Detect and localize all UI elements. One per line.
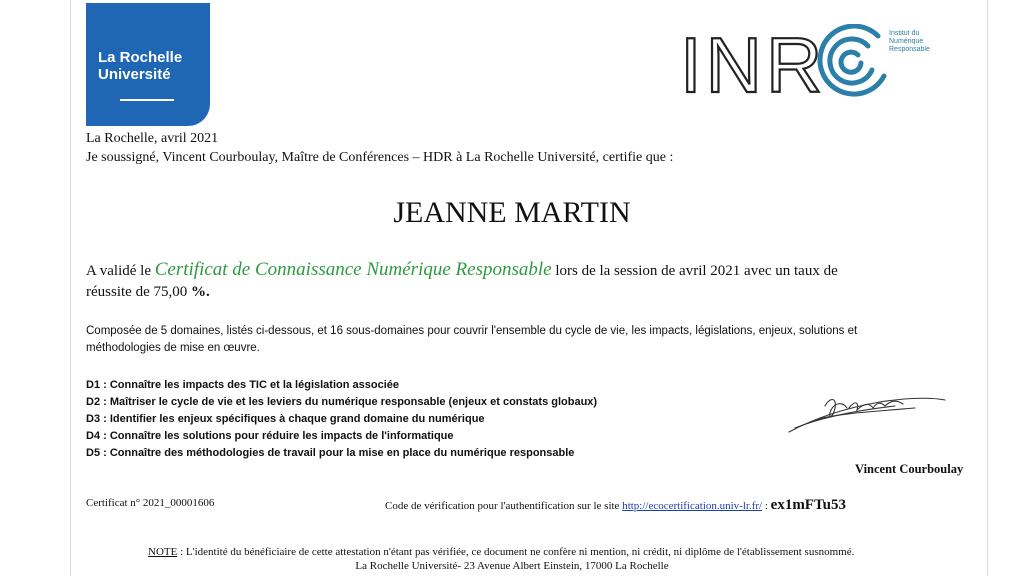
verification-code: ex1mFTu53 bbox=[770, 497, 846, 513]
verification-prefix: Code de vérification pour l'authentification sur le site bbox=[385, 500, 620, 512]
composition-line-1: Composée de 5 domaines, listés ci-dessous, et 16 sous-domaines pour couvrir l'ensemble du cycle de vie, les impacts, législations, enjeux, solutions et bbox=[86, 325, 858, 337]
domain-item: D4 : Connaître les solutions pour réduire les impacts de l'informatique bbox=[86, 430, 454, 442]
recipient-name: JEANNE MARTIN bbox=[393, 196, 631, 229]
logo-line-1: La Rochelle bbox=[98, 49, 183, 66]
note-text: : L'identité du bénéficiaire de cette attestation n'étant pas vérifiée, ce document ne confère ni mention, ni crédit, ni diplôme de l'établissement susnommé. bbox=[177, 546, 855, 558]
inr-name-line-2: Numérique bbox=[889, 38, 924, 45]
success-percent-sign: %. bbox=[190, 284, 210, 300]
inr-rings-icon bbox=[820, 26, 884, 94]
inr-name-line-1: Institut du bbox=[889, 30, 920, 37]
domain-item: D5 : Connaître des méthodologies de travail pour la mise en place du numérique responsable bbox=[86, 447, 575, 459]
logo-underline bbox=[120, 99, 174, 101]
inr-name-line-3: Responsable bbox=[889, 46, 930, 53]
composition-line-2: méthodologies de mise en œuvre. bbox=[86, 342, 260, 354]
place-date: La Rochelle, avril 2021 bbox=[86, 131, 219, 146]
validation-suffix: lors de la session de avril 2021 avec un taux de bbox=[555, 263, 838, 279]
inr-institute-name bbox=[889, 30, 949, 54]
declaration: Je soussigné, Vincent Courboulay, Maître de Conférences – HDR à La Rochelle Université, certifie que : bbox=[86, 150, 674, 165]
certificate-title: Certificat de Connaissance Numérique Responsable bbox=[154, 259, 552, 280]
handwritten-signature bbox=[785, 388, 950, 438]
verification-separator: : bbox=[764, 500, 768, 512]
success-text: réussite de 75,00 bbox=[86, 284, 188, 300]
signatory-name: Vincent Courboulay bbox=[855, 462, 964, 476]
inr-logo bbox=[680, 24, 960, 102]
domain-item: D3 : Identifier les enjeux spécifiques à chaque grand domaine du numérique bbox=[86, 413, 485, 425]
success-line bbox=[86, 284, 210, 301]
postal-address: La Rochelle Université- 23 Avenue Albert Einstein, 17000 La Rochelle bbox=[355, 560, 669, 572]
domain-item: D1 : Connaître les impacts des TIC et la législation associée bbox=[86, 379, 399, 391]
la-rochelle-universite-logo bbox=[86, 3, 210, 126]
validation-line bbox=[86, 259, 838, 281]
certificate-number: Certificat n° 2021_00001606 bbox=[86, 497, 215, 509]
verification-line bbox=[385, 497, 846, 514]
note-label: NOTE bbox=[148, 546, 178, 558]
verification-link[interactable]: http://ecocertification.univ-lr.fr/ bbox=[622, 500, 763, 512]
validation-prefix: A validé le bbox=[86, 263, 151, 279]
logo-line-2: Université bbox=[98, 66, 171, 83]
inr-logo-letters: INR bbox=[680, 24, 827, 102]
disclaimer-note bbox=[148, 546, 854, 558]
domain-item: D2 : Maîtriser le cycle de vie et les leviers du numérique responsable (enjeux et constats globaux) bbox=[86, 396, 598, 408]
